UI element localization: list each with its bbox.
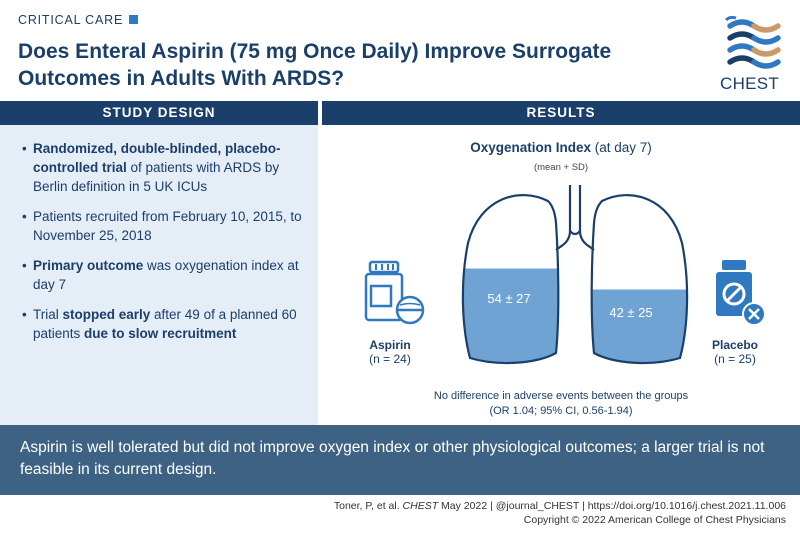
placebo-bottle-icon — [712, 258, 770, 328]
footer — [334, 499, 786, 527]
chart-title-bold: Oxygenation Index — [470, 140, 591, 155]
adverse-line-1: No difference in adverse events between the groups — [433, 390, 689, 402]
aspirin-label — [350, 338, 430, 366]
header — [0, 0, 800, 100]
citation-line — [334, 499, 786, 513]
chart-subtitle: (mean + SD) — [533, 162, 589, 173]
bullet-bold-text: Randomized, double-blinded, placebo-controlled trial — [33, 141, 281, 175]
placebo-name: Placebo — [711, 338, 759, 352]
copyright-line: Copyright © 2022 American College of Chest Physicians — [523, 514, 786, 526]
study-design-list — [22, 139, 314, 354]
placebo-n: (n = 25) — [714, 352, 756, 366]
category-text: CRITICAL CARE — [18, 13, 124, 27]
bullet-bold-text: Primary outcome — [33, 258, 144, 273]
list-item — [22, 207, 314, 245]
chart-title — [322, 140, 800, 155]
aspirin-n: (n = 24) — [369, 352, 411, 366]
citation-authors: Toner, P, et al. — [333, 500, 403, 512]
placebo-value-label: 42 ± 25 — [609, 305, 653, 320]
study-design-heading: STUDY DESIGN — [0, 101, 318, 125]
bullet-bold-text: stopped early — [62, 307, 151, 322]
aspirin-name: Aspirin — [369, 338, 411, 352]
adverse-line-2: (OR 1.04; 95% CI, 0.56-1.94) — [489, 405, 633, 417]
category-square-icon — [129, 15, 138, 24]
citation-journal: CHEST — [402, 500, 439, 512]
bullet-text: after 49 of a planned 60 patients — [33, 307, 297, 341]
aspirin-value-label: 54 ± 27 — [487, 291, 531, 306]
citation-rest: May 2022 | @journal_CHEST | https://doi.org/10.1016/j.chest.2021.11.006 — [438, 500, 786, 512]
adverse-events-note — [322, 389, 800, 419]
category-label — [18, 13, 138, 27]
bullet-text: was oxygenation index at day 7 — [33, 258, 299, 292]
chart-title-rest: (at day 7) — [591, 140, 652, 155]
study-design-panel — [0, 125, 318, 425]
list-item — [22, 305, 314, 343]
aspirin-bottle-icon — [362, 260, 426, 328]
list-item — [22, 256, 314, 294]
bullet-bold-text: due to slow recruitment — [84, 326, 237, 341]
lungs-chart — [460, 183, 690, 371]
conclusion-banner: Aspirin is well tolerated but did not improve oxygen index or other physiological outcomes; a larger trial is not feasible in its current design. — [0, 425, 800, 495]
bullet-text: Trial — [33, 307, 63, 322]
pill-icon — [397, 297, 423, 323]
chest-logo-text: CHEST — [720, 74, 780, 93]
placebo-label — [695, 338, 775, 366]
bullet-text: Patients recruited from February 10, 2015, to November 25, 2018 — [33, 209, 302, 243]
bullet-text: of patients with ARDS by Berlin definition in 5 UK ICUs — [33, 160, 280, 194]
cancel-x-icon — [743, 303, 765, 325]
results-heading: RESULTS — [322, 101, 800, 125]
list-item — [22, 139, 314, 196]
page-title: Does Enteral Aspirin (75 mg Once Daily) Improve Surrogate Outcomes in Adults With ARDS? — [18, 40, 612, 90]
